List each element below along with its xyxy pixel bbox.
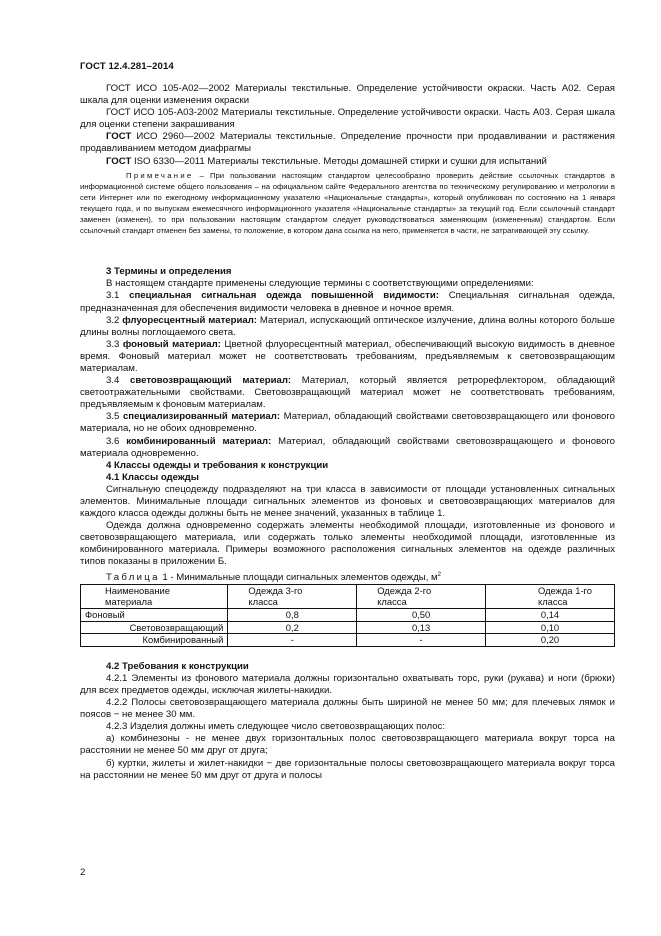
term-definition — [80, 315, 615, 339]
section-intro: В настоящем стандарте применены следующие термины с соответствующими определениями: — [106, 278, 534, 290]
reference-item — [80, 156, 615, 168]
table-header-cell: Одежда 3-го класса — [228, 584, 357, 608]
requirement-item: 4.2.1 Элементы из фонового материала должны горизонтально охватывать торс, руки (рукава) и ноги (брюки) для всех предметов одежды, исключая жилеты-накидки. — [80, 672, 615, 696]
requirement-item: б) куртки, жилеты и жилет-накидки − две горизонтальные полосы световозвращающего материала вокруг торса на расстоянии не менее 50 мм друг от друга и полосы — [80, 757, 615, 781]
term-name: фоновый материал: — [122, 338, 221, 350]
term-number: 3.6 — [106, 435, 127, 447]
term-name: специальная сигнальная одежда повышенной видимости: — [129, 290, 439, 302]
requirement-item: 4.2.3 Изделия должны иметь следующее число световозвращающих полос: — [106, 721, 446, 733]
table-header-cell: Одежда 1-го класса — [486, 584, 615, 608]
table-header-cell: Одежда 2-го класса — [357, 584, 486, 608]
paragraph: Одежда должна одновременно содержать элементы необходимой площади, изготовленные из фонового и световозвращающего материала, или содержать только элементы необходимой площади, изготовленные из комбинированного материала. Примеры возможного расположения сигнальных элементов на одежде различных типов показаны в приложении Б. — [80, 520, 615, 568]
table-cell: 0,10 — [486, 621, 615, 634]
section-heading: 4 Классы одежды и требования к конструкции — [106, 459, 329, 471]
table-cell: Световозвращающий — [81, 621, 228, 634]
table-cell: 0,13 — [357, 621, 486, 634]
table-caption-sup: 2 — [437, 571, 441, 578]
term-number: 3.5 — [106, 411, 123, 423]
table-cell: 0,50 — [357, 609, 486, 622]
reference-code: ГОСТ — [106, 155, 132, 167]
table-row — [81, 609, 615, 622]
note-text: – При пользовании настоящим стандартом целесообразно проверить действие ссылочных стандартов в информационной системе общего пользования – на официальном сайте Федерального агентства по техническому регулированию и метрологии в сети Интернет или по ежегодному информационному указателю «Национальные стандарты», который опубликован по состоянию на 1 января текущего года, и по выпускам ежемесячного информационного указателя «Национальные стандарты» за текущий год. Если ссылочный стандарт заменен (изменен), то при пользовании настоящим стандартом следует руководствоваться заменяющим (измененным) стандартом. Если ссылочный стандарт отменен без замены, то положение, в котором дана ссылка на него, применяется в части, не затрагивающей эту ссылку. — [80, 170, 615, 236]
reference-item: ГОСТ ИСО 105-А03-2002 Материалы текстильные. Определение устойчивости окраски. Часть А03. Серая шкала для оценки степени закрашивания — [80, 107, 615, 131]
note-label: Примечание — [126, 170, 194, 180]
term-text: Материал, который является ретрорефлектором, обладающий светоотражательными свойствами. Световозвращающий материал может не соответствовать требованиям, предъявляемым к фоновым материалам. — [80, 375, 616, 411]
term-number: 3.3 — [106, 338, 123, 350]
reference-code: ГОСТ — [106, 131, 132, 143]
term-definition — [80, 290, 615, 314]
table-cell: 0,20 — [486, 634, 615, 647]
table-cell: 0,14 — [486, 609, 615, 622]
table-header-cell: Наименование материала — [81, 584, 228, 608]
reference-item — [80, 131, 615, 155]
spacer — [80, 236, 615, 266]
term-text: Материал, обладающий свойствами световозвращающего или фонового материала, но не обоих одновременно. — [80, 411, 615, 435]
table-cell: - — [228, 634, 357, 647]
term-text: Специальная сигнальная одежда, предназначенная для обеспечения видимости человека в дневное и ночное время. — [80, 290, 615, 314]
table-cell: 0,8 — [228, 609, 357, 622]
term-name: световозвращающий материал: — [130, 375, 292, 387]
area-table — [80, 584, 615, 647]
table-caption — [80, 569, 615, 584]
table-row — [81, 621, 615, 634]
term-number: 3.1 — [106, 290, 130, 302]
section-heading: 3 Термины и определения — [106, 266, 232, 278]
term-definition — [80, 436, 615, 460]
reference-text: ИСО 2960—2002 Материалы текстильные. Определение прочности при продавливании и растяжения продавливанием методом диафрагмы — [80, 131, 615, 155]
term-definition — [80, 375, 615, 411]
term-name: комбинированный материал: — [126, 435, 272, 447]
reference-item: ГОСТ ИСО 105-А02—2002 Материалы текстильные. Определение устойчивости окраски. Часть А02. Серая шкала для оценки изменения окраски — [80, 83, 615, 107]
term-definition — [80, 339, 615, 375]
term-name: специализированный материал: — [122, 411, 281, 423]
document-header: ГОСТ 12.4.281–2014 — [80, 61, 174, 72]
requirement-item: а) комбинезоны - не менее двух горизонтальных полос световозвращающего материала вокруг торса на расстоянии не менее 50 мм друг от друга; — [80, 733, 615, 757]
term-text: Материал, испускающий оптическое излучение, длина волны которого больше длины волны поглощаемого света. — [80, 314, 615, 338]
term-number: 3.4 — [106, 375, 130, 387]
term-name: флуоресцентный материал: — [122, 314, 258, 326]
table-row — [81, 634, 615, 647]
table-header-row — [81, 584, 615, 608]
term-definition — [80, 411, 615, 435]
table-cell: - — [357, 634, 486, 647]
page-number: 2 — [80, 867, 86, 878]
table-cell: Комбинированный — [81, 634, 228, 647]
table-cell: 0,2 — [228, 621, 357, 634]
spacer — [80, 647, 615, 661]
term-text: Цветной флуоресцентный материал, обеспечивающий высокую видимость в дневное время. Фоновый материал может не соответствовать требованиям, предъявляемым к световозвращающим материалам. — [80, 338, 615, 374]
requirement-item: 4.2.2 Полосы световозвращающего материала должны быть шириной не менее 50 мм; для плечевых лямок и поясов − не менее 30 мм. — [80, 697, 615, 721]
reference-text: ISO 6330—2011 Материалы текстильные. Методы домашней стирки и сушки для испытаний — [131, 155, 547, 167]
term-text: Материал, обладающий свойствами световозвращающего и фонового материала одновременно. — [80, 435, 615, 459]
document-body — [80, 83, 615, 782]
table-cell: Фоновый — [81, 609, 228, 622]
subsection-heading: 4.1 Классы одежды — [106, 471, 199, 483]
subsection-heading: 4.2 Требования к конструкции — [106, 660, 249, 672]
note — [80, 170, 615, 237]
table-caption-text: 1 - Минимальные площади сигнальных элементов одежды, м — [159, 571, 438, 583]
paragraph: Сигнальную спецодежду подразделяют на три класса в зависимости от площади установленных сигнальных элементов. Минимальные площади сигнальных элементов из фоновых и световозвращающих материалов для каждого класса одежды должны быть не менее значений, указанных в таблице 1. — [80, 483, 615, 520]
term-number: 3.2 — [106, 314, 123, 326]
table-caption-label: Таблица — [106, 571, 160, 583]
